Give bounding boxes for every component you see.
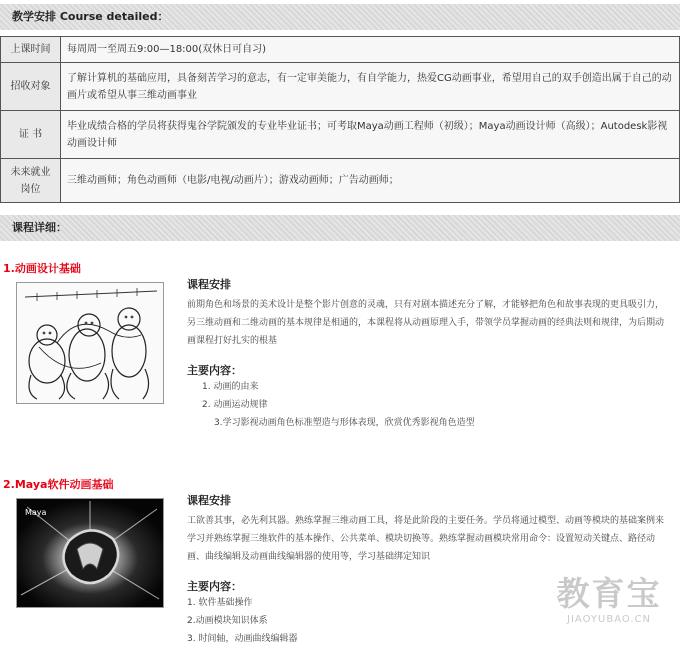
schedule-header: 教学安排 Course detailed： xyxy=(0,4,680,30)
section-title: 1.动画设计基础 xyxy=(3,262,81,275)
table-row xyxy=(1,159,680,203)
row-label: 未来就业岗位 xyxy=(1,159,61,203)
animation-sketch-image xyxy=(16,282,164,404)
section-title: 2.Maya软件动画基础 xyxy=(3,478,114,491)
row-label: 证 书 xyxy=(1,111,61,159)
row-label: 上课时间 xyxy=(1,37,61,63)
section-paragraph: 前期角色和场景的美术设计是整个影片创意的灵魂，只有对剧本描述充分了解，才能够把角色和故事表现的更具吸引力，另三维动画和二维动画的基本规律是相通的，本课程将从动画原理入手，带领学员掌握动画的经典法则和规律，为后期动画课程打好扎实的根基 xyxy=(187,300,665,346)
table-row xyxy=(1,37,680,63)
row-value: 毕业成绩合格的学员将获得鬼谷学院颁发的专业毕业证书；可考取Maya动画工程师（初级）；Maya动画设计师（高级）；Autodesk影视动画设计师 xyxy=(61,111,680,159)
detail-header: 课程详细： xyxy=(0,215,680,241)
list-item: 1. 动画的由来 xyxy=(202,382,259,392)
row-label: 招收对象 xyxy=(1,63,61,111)
watermark-main: 教育宝 xyxy=(556,574,662,613)
watermark xyxy=(540,574,678,644)
row-value: 了解计算机的基础应用，具备刻苦学习的意志，有一定审美能力，有自学能力，热爱CG动画事业，希望用自己的双手创造出属于自己的动画片或希望从事三维动画事业 xyxy=(61,63,680,111)
list-item: 2.动画模块知识体系 xyxy=(187,616,268,626)
row-value: 每周周一至周五9:00—18:00(双休日可自习) xyxy=(61,37,680,63)
section-subheading: 课程安排 xyxy=(187,278,231,291)
content-heading: 主要内容： xyxy=(187,580,242,593)
maya-logo-text: Maya xyxy=(25,508,47,517)
list-item: 3.学习影视动画角色标准塑造与形体表现，欣赏优秀影视角色造型 xyxy=(214,418,475,428)
maya-splash xyxy=(17,499,163,607)
table-row xyxy=(1,63,680,111)
content-list xyxy=(202,378,475,432)
table-row xyxy=(1,111,680,159)
watermark-sub: JIAOYUBAO.CN xyxy=(567,614,651,625)
list-item: 2. 动画运动规律 xyxy=(202,400,268,410)
content-heading: 主要内容： xyxy=(187,364,242,377)
section-paragraph: 工欲善其事，必先利其器。熟练掌握三维动画工具，将是此阶段的主要任务。学员将通过模型、动画等模块的基础案例来学习并熟练掌握三维软件的基本操作、公共菜单、模块切换等。熟练掌握动画模块常用命令：设置短动关键点、路径动画、曲线编辑及动画曲线编辑器的使用等，学习基础绑定知识 xyxy=(187,516,665,562)
course-info-table xyxy=(0,36,680,203)
list-item: 3. 时间轴，动画曲线编辑器 xyxy=(187,634,298,644)
list-item: 1. 软件基础操作 xyxy=(187,598,253,608)
content-list xyxy=(187,594,297,648)
row-value: 三维动画师；角色动画师（电影/电视/动画片）；游戏动画师；广告动画师； xyxy=(61,159,680,203)
section-subheading: 课程安排 xyxy=(187,494,231,507)
maya-logo-image xyxy=(16,498,164,608)
sketch-drawing xyxy=(17,283,163,403)
